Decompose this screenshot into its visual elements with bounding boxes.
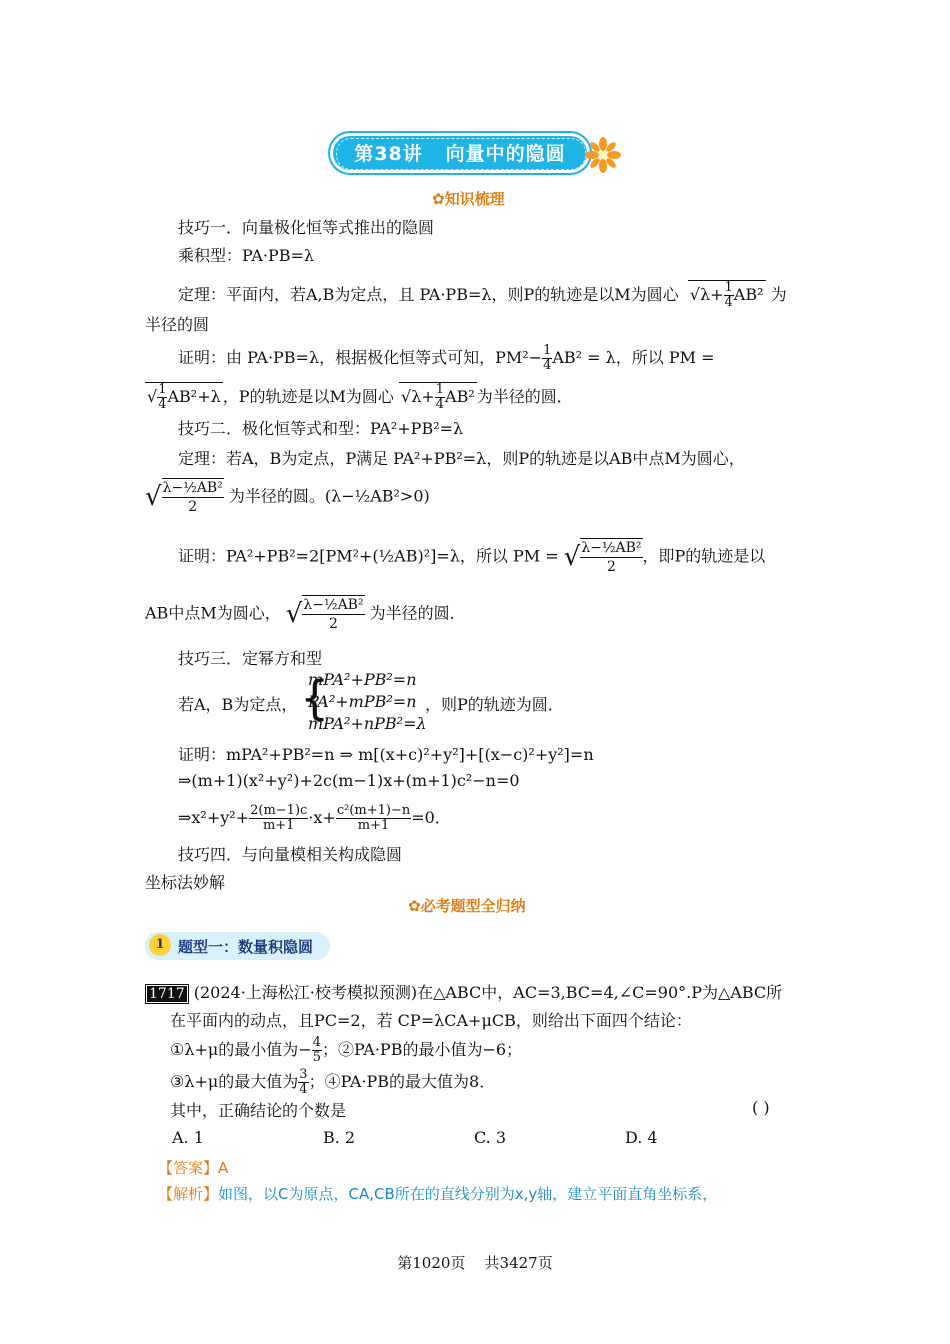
tip1-heading: 技巧一．向量极化恒等式推出的隐圆 — [178, 218, 435, 237]
tip1-proof-line2: √ $\frac{1}{4}$ AB²+λ ，P的轨迹是以M为圆心 √λ+ $\frac{1}{4}$ AB² 为半径的圆． — [147, 382, 573, 412]
tip3-intro: 若A，B为定点， — [178, 695, 298, 714]
option-b: B. 2 — [323, 1128, 356, 1147]
flower-icon: ✿ — [408, 897, 421, 915]
tip3-heading: 技巧三．定幂方和型 — [178, 649, 323, 668]
option-c: C. 3 — [474, 1128, 507, 1147]
problem-line2: 在平面内的动点，且PC=2，若 CP=λCA+μCB，则给出下面四个结论： — [170, 1011, 692, 1030]
tip1-theorem-end: 半径的圆 — [145, 315, 210, 334]
answer-line: 【答案】A — [158, 1159, 229, 1177]
lecture-title-banner — [330, 133, 600, 175]
type-number-badge: 1 — [149, 934, 171, 956]
tip3-case1: mPA²+PB²=n — [308, 670, 417, 689]
flower-icon — [585, 137, 621, 173]
option-a: A. 1 — [172, 1128, 204, 1147]
brace: { — [300, 671, 330, 725]
type1-banner — [145, 932, 330, 960]
tip2-theorem: 定理：若A，B为定点，P满足 PA²+PB²=λ，则P的轨迹是以AB中点M为圆心， — [178, 449, 745, 468]
tip2-proof-line1: 证明：PA²+PB²=2[PM²+(½AB)²]=λ，所以 PM = √ $\frac{\text{λ−½AB²}}{2}$ ，即P的轨迹是以 — [178, 540, 766, 575]
tip1-theorem: 定理：平面内，若A,B为定点，且 PA·PB=λ，则P的轨迹是以M为圆心 √λ+ $\frac{1}{4}$ AB² 为 — [178, 280, 787, 310]
problem-line4: ③λ+μ的最大值为 $\frac{3}{4}$ ；④PA·PB的最大值为8． — [170, 1067, 496, 1097]
tip1-product: 乘积型：PA·PB=λ — [178, 246, 315, 265]
tip1-proof-line1: 证明：由 PA·PB=λ，根据极化恒等式可知，PM²− $\frac{1}{4}$ AB² = λ，所以 PM = — [178, 343, 715, 373]
section-types: ✿必考题型全归纳 — [408, 897, 526, 915]
tip5-heading: 坐标法妙解 — [145, 873, 226, 892]
section-knowledge: ✿知识梳理 — [432, 190, 505, 208]
tip3-proof2: ⇒(m+1)(x²+y²)+2c(m−1)x+(m+1)c²−n=0 — [178, 771, 520, 790]
tip3-case3: mPA²+nPB²=λ — [308, 714, 427, 733]
tip3-tail: ，则P的轨迹为圆． — [425, 695, 564, 714]
tip2-proof-line2: AB中点M为圆心， √ $\frac{\text{λ−½AB²}}{2}$ 为半径的圆． — [145, 597, 466, 632]
page-footer — [0, 1252, 950, 1273]
tip3-proof3: ⇒x²+y²+ $\frac{2(m-1)c}{m+1}$ ·x+ $\frac{\text{c²(m+1)−n}}{m+1}$ =0． — [178, 803, 451, 833]
tip3-proof1: 证明：mPA²+PB²=n ⇒ m[(x+c)²+y²]+[(x−c)²+y²]=n — [178, 745, 594, 764]
problem-line3: ①λ+μ的最小值为− $\frac{4}{5}$ ；②PA·PB的最小值为−6； — [170, 1035, 523, 1065]
tip2-heading: 技巧二．极化恒等式和型：PA²+PB²=λ — [178, 419, 464, 438]
answer-bracket: ( ) — [752, 1098, 770, 1117]
problem-line1: 1717 (2024·上海松江·校考模拟预测)在△ABC中，AC=3,BC=4,∠C=90°.P为△ABC所 — [145, 980, 782, 1003]
page-number: 第1020页 — [397, 1254, 466, 1272]
lecture-title: 第38讲 向量中的隐圆 — [354, 143, 566, 165]
type1-label: 题型一：数量积隐圆 — [178, 938, 314, 956]
flower-icon: ✿ — [432, 190, 445, 208]
tip3-case2: PA²+mPB²=n — [308, 692, 417, 711]
tip4-heading: 技巧四．与向量模相关构成隐圆 — [178, 845, 403, 864]
problem-number: 1717 — [145, 984, 189, 1004]
tip2-theorem-radius: √ $\frac{\text{λ−½AB²}}{2}$ 为半径的圆。(λ−½AB²>0) — [145, 480, 430, 515]
problem-question: 其中，正确结论的个数是 — [170, 1101, 347, 1120]
analysis-line: 【解析】如图，以C为原点，CA,CB所在的直线分别为x,y轴，建立平面直角坐标系， — [158, 1185, 718, 1203]
option-d: D. 4 — [625, 1128, 658, 1147]
page-total: 共3427页 — [484, 1254, 553, 1272]
